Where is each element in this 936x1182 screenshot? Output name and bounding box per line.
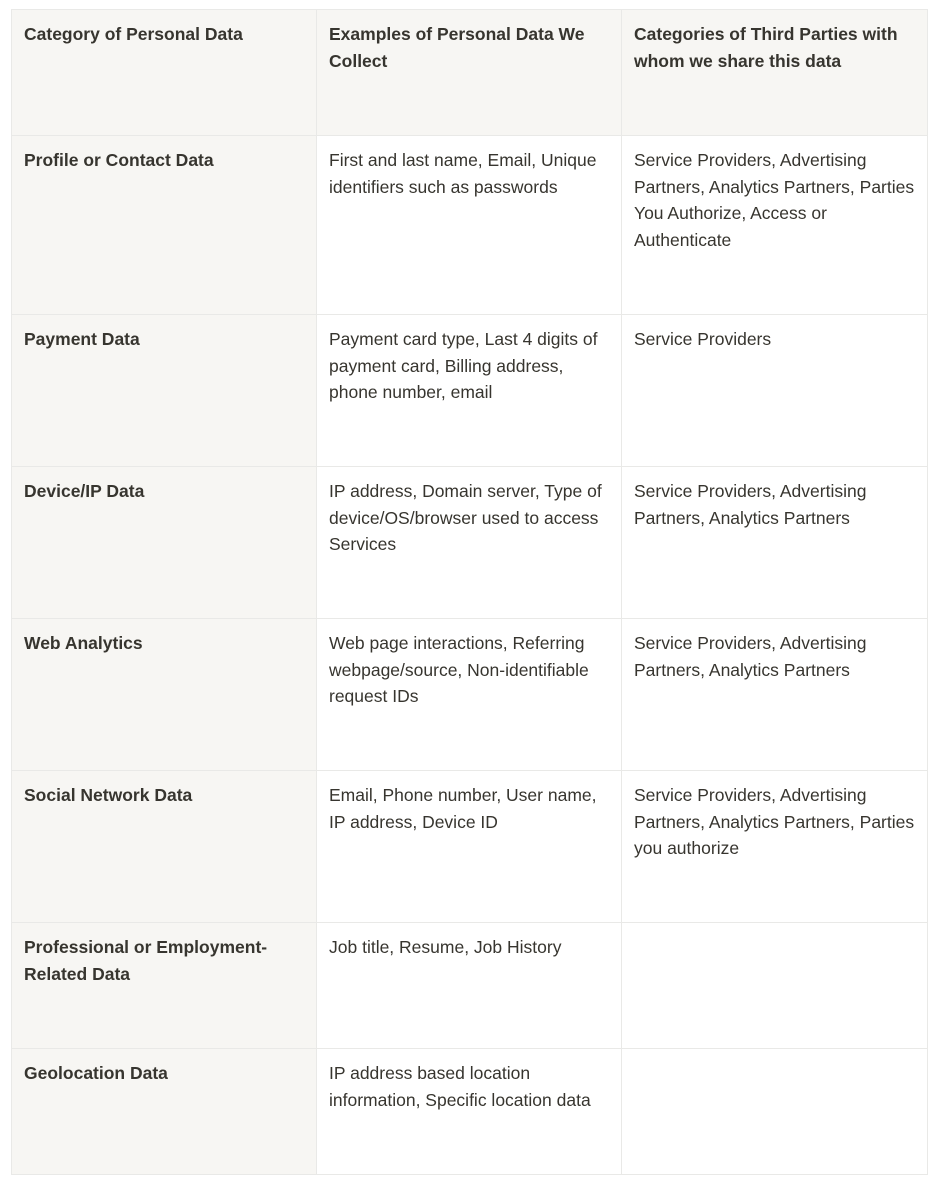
table-row — [12, 619, 928, 771]
header-examples: Examples of Personal Data We Collect — [317, 10, 622, 136]
header-third-parties: Categories of Third Parties with whom we share this data — [622, 10, 928, 136]
row-examples: Email, Phone number, User name, IP address, Device ID — [317, 771, 622, 923]
row-category: Web Analytics — [12, 619, 317, 771]
row-third-parties — [622, 923, 928, 1049]
table-row — [12, 1049, 928, 1175]
row-examples: First and last name, Email, Unique identifiers such as passwords — [317, 136, 622, 315]
row-third-parties — [622, 1049, 928, 1175]
table-header-row — [12, 10, 928, 136]
row-third-parties: Service Providers, Advertising Partners, Analytics Partners, Parties You Authorize, Access or Authenticate — [622, 136, 928, 315]
row-third-parties: Service Providers, Advertising Partners, Analytics Partners — [622, 467, 928, 619]
row-examples: Payment card type, Last 4 digits of payment card, Billing address, phone number, email — [317, 315, 622, 467]
table-row — [12, 771, 928, 923]
row-category: Payment Data — [12, 315, 317, 467]
personal-data-table — [11, 9, 928, 1175]
table-row — [12, 467, 928, 619]
row-examples: Job title, Resume, Job History — [317, 923, 622, 1049]
row-third-parties: Service Providers, Advertising Partners, Analytics Partners, Parties you authorize — [622, 771, 928, 923]
row-category: Profile or Contact Data — [12, 136, 317, 315]
header-category: Category of Personal Data — [12, 10, 317, 136]
row-category: Social Network Data — [12, 771, 317, 923]
row-category: Device/IP Data — [12, 467, 317, 619]
row-examples: Web page interactions, Referring webpage/source, Non-identifiable request IDs — [317, 619, 622, 771]
personal-data-table-container — [11, 9, 927, 1175]
row-examples: IP address, Domain server, Type of device/OS/browser used to access Services — [317, 467, 622, 619]
row-category: Professional or Employment-Related Data — [12, 923, 317, 1049]
row-third-parties: Service Providers, Advertising Partners, Analytics Partners — [622, 619, 928, 771]
table-row — [12, 315, 928, 467]
table-row — [12, 136, 928, 315]
table-row — [12, 923, 928, 1049]
row-category: Geolocation Data — [12, 1049, 317, 1175]
row-examples: IP address based location information, Specific location data — [317, 1049, 622, 1175]
row-third-parties: Service Providers — [622, 315, 928, 467]
